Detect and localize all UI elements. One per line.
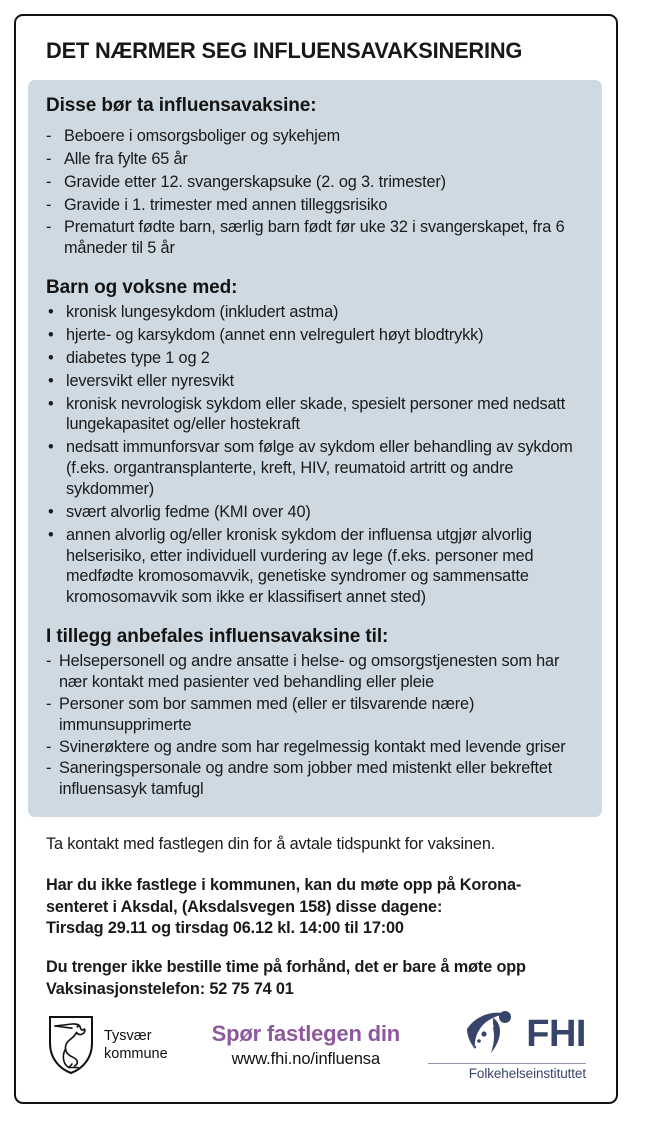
fhi-logo-row <box>464 1009 586 1059</box>
booking-line-1: Du trenger ikke bestille time på forhånd, det er bare å møte opp <box>46 957 526 976</box>
tysvaer-kommune-label <box>104 1027 168 1063</box>
list-item <box>46 394 586 436</box>
municipality-name-line-2: kommune <box>104 1046 168 1062</box>
list-item-label: Prematurt fødte barn, særlig barn født før uke 32 i svangerskapet, fra 6 måneder til 5 år <box>64 218 565 258</box>
dash-marker: - <box>46 195 52 214</box>
dash-marker: - <box>46 218 52 237</box>
tysvaer-kommune-logo <box>48 1015 168 1075</box>
dash-marker: - <box>46 127 52 145</box>
panel-heading-who-should: Disse bør ta influensavaksine: <box>46 95 317 116</box>
contact-intro-text: Ta kontakt med fastlegen din for å avtale tidspunkt for vaksinen. <box>46 835 496 854</box>
panel-heading-additionally: I tillegg anbefales influensavaksine til: <box>46 626 389 648</box>
list-item <box>46 694 586 736</box>
municipality-name-line-1: Tysvær <box>104 1027 152 1044</box>
bullet-marker: • <box>48 303 54 322</box>
dash-marker: - <box>46 737 52 756</box>
list-item <box>46 758 586 800</box>
list-item-label: kronisk nevrologisk sykdom eller skade, spesielt personer med nedsatt lungekapasitet og/eller hostekraft <box>66 394 566 434</box>
list-item <box>46 325 586 346</box>
list-item <box>46 371 586 392</box>
poster-card <box>14 14 618 1104</box>
recommendation-panel <box>28 80 602 817</box>
list-item-label: Personer som bor sammen med (eller er tilsvarende nære) immunsupprimerte <box>59 694 475 734</box>
list-item-label: annen alvorlig og/eller kronisk sykdom der influensa utgjør alvorlig helserisiko, etter individuell vurdering av lege (f.eks. personer med medfødte kromosomavvik, genetiske syndromer og sammensatte kromosomavvik som ikke er klassifisert annet sted) <box>66 525 534 607</box>
fhi-logo <box>428 1009 586 1082</box>
bullet-marker: • <box>48 371 54 390</box>
list-item-label: kronisk lungesykdom (inkludert astma) <box>66 303 339 322</box>
korona-line-1: Har du ikke fastlege i kommunen, kan du møte opp på Korona- <box>46 875 522 894</box>
list-children-and-adults <box>46 302 586 608</box>
bullet-marker: • <box>48 394 54 413</box>
dash-marker: - <box>46 149 52 168</box>
fhi-abbreviation: FHI <box>526 1012 586 1055</box>
fhi-divider <box>428 1063 586 1065</box>
bullet-marker: • <box>48 348 54 367</box>
list-item <box>46 126 586 147</box>
fhi-full-name: Folkehelseinstituttet <box>468 1066 586 1082</box>
list-item <box>46 502 586 523</box>
bullet-marker: • <box>48 438 54 457</box>
list-item <box>46 172 586 193</box>
campaign-block <box>212 1021 400 1069</box>
panel-heading-children-adults: Barn og voksne med: <box>46 277 238 299</box>
list-who-should-vaccinate <box>46 126 586 259</box>
contact-info-block <box>46 834 616 1000</box>
list-item-label: diabetes type 1 og 2 <box>66 348 210 367</box>
tysvaer-shield-heron-icon <box>48 1015 94 1075</box>
list-item <box>46 217 586 259</box>
korona-line-3: Tirsdag 29.11 og tirsdag 06.12 kl. 14:00 til 17:00 <box>46 919 404 938</box>
list-item-label: Gravide i 1. trimester med annen tilleggsrisiko <box>64 195 388 214</box>
list-item <box>46 737 586 758</box>
footer-logos <box>16 1002 616 1088</box>
spacer <box>46 940 588 957</box>
list-item-label: hjerte- og karsykdom (annet enn velregulert høyt blodtrykk) <box>66 326 484 345</box>
list-item-label: Beboere i omsorgsboliger og sykehjem <box>64 127 341 145</box>
vaccination-phone-line: Vaksinasjonstelefon: 52 75 74 01 <box>46 979 294 998</box>
campaign-url[interactable]: www.fhi.no/influensa <box>231 1050 381 1068</box>
list-item-label: Gravide etter 12. svangerskapsuke (2. og 3. trimester) <box>64 172 446 191</box>
list-item-label: Saneringspersonale og andre som jobber med mistenkt eller bekreftet influensasyk tamfugl <box>59 759 553 799</box>
list-item-label: Svinerøktere og andre som har regelmessig kontakt med levende griser <box>59 737 566 756</box>
bullet-marker: • <box>48 525 54 544</box>
dash-marker: - <box>46 694 52 713</box>
list-item-label: nedsatt immunforsvar som følge av sykdom eller behandling av sykdom (f.eks. organtransplanterte, kreft, HIV, reumatoid artritt og andre sykdommer) <box>66 438 573 499</box>
list-item <box>46 195 586 216</box>
list-item <box>46 348 586 369</box>
fhi-figure-icon <box>464 1009 522 1059</box>
list-additional-groups <box>46 651 586 800</box>
dash-marker: - <box>46 652 52 671</box>
spacer <box>46 856 588 875</box>
list-item-label: Alle fra fylte 65 år <box>64 149 188 168</box>
list-item-label: leversvikt eller nyresvikt <box>66 371 234 390</box>
list-item <box>46 149 586 170</box>
list-item <box>46 525 586 608</box>
list-item <box>46 302 586 323</box>
list-item-label: svært alvorlig fedme (KMI over 40) <box>66 502 311 521</box>
dash-marker: - <box>46 759 52 778</box>
list-item <box>46 651 586 693</box>
list-item <box>46 437 586 500</box>
korona-line-2: senteret i Aksdal, (Aksdalsvegen 158) disse dagene: <box>46 897 443 916</box>
bullet-marker: • <box>48 326 54 345</box>
page-title: DET NÆRMER SEG INFLUENSAVAKSINERING <box>46 38 523 63</box>
list-item-label: Helsepersonell og andre ansatte i helse- og omsorgstjenesten som har nær kontakt med pasienter ved behandling eller pleie <box>59 652 560 692</box>
bullet-marker: • <box>48 502 54 521</box>
dash-marker: - <box>46 172 52 191</box>
campaign-title: Spør fastlegen din <box>211 1021 400 1046</box>
